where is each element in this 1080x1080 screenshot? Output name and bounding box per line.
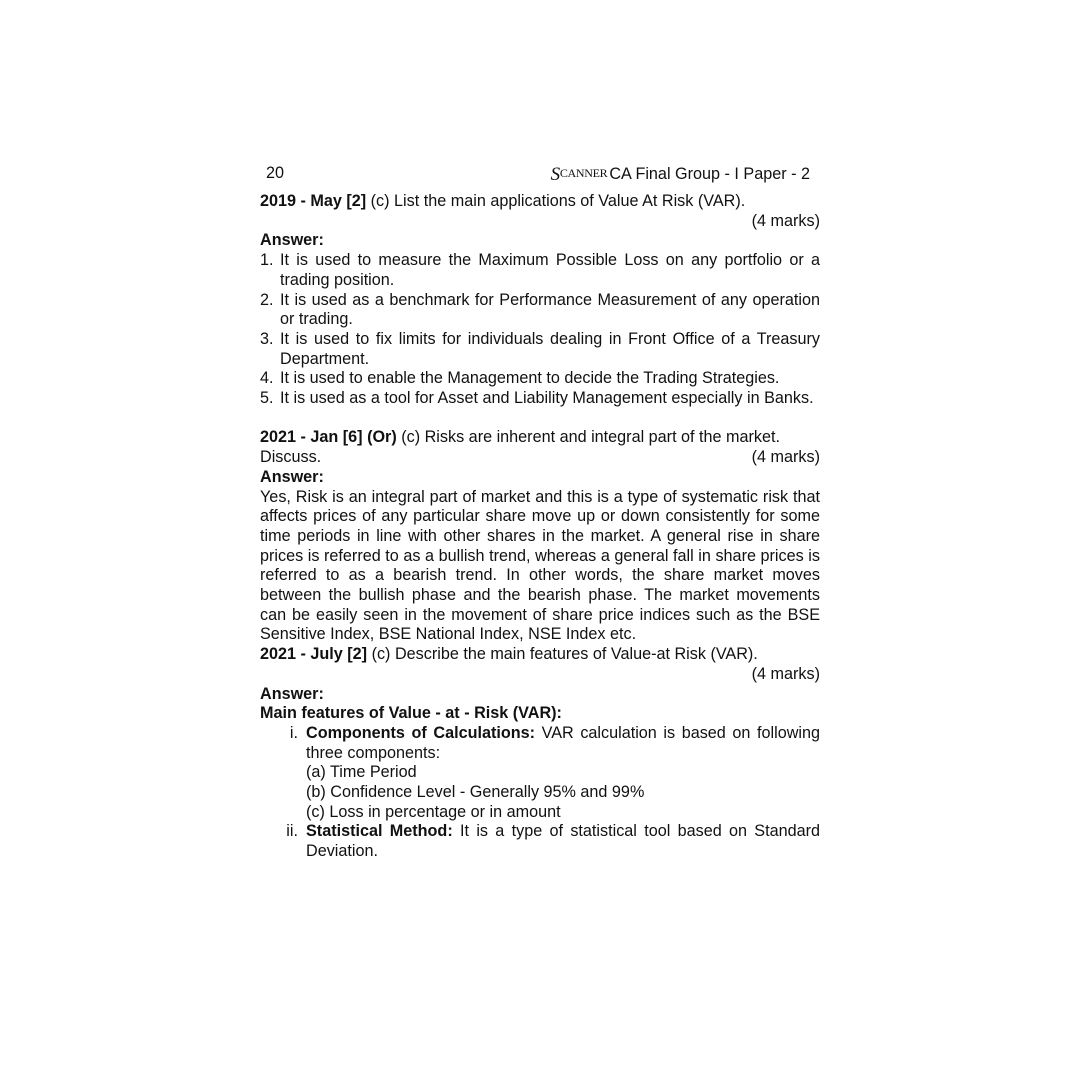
list-item-text: It is used as a tool for Asset and Liability Management especially in Banks.	[280, 389, 814, 408]
feature-text: VAR calculation is based on following three components:	[306, 723, 820, 762]
list-item-number: 2.	[260, 290, 274, 309]
answer-label: Answer:	[260, 467, 324, 486]
feature-sub-item: (b) Confidence Level - Generally 95% and 99%	[306, 783, 645, 802]
feature-title: Components of Calculations:	[306, 723, 536, 742]
question-ref: 2021 - Jan [6] (Or)	[260, 428, 397, 447]
features-list	[260, 724, 820, 862]
list-item-text: It is used to measure the Maximum Possible Loss on any portfolio or a trading position.	[280, 251, 820, 289]
document-page	[260, 160, 820, 862]
section-spacer	[260, 409, 820, 429]
question-marks: (4 marks)	[751, 448, 820, 467]
list-item	[260, 822, 820, 861]
running-head-title: CA Final Group - I Paper - 2	[609, 165, 810, 183]
question-2021-july	[260, 645, 820, 862]
question-body: (c) Risks are inherent and integral part of the market.	[396, 428, 781, 447]
list-item-number: 5.	[260, 389, 274, 408]
question-marks: (4 marks)	[751, 211, 820, 230]
question-marks: (4 marks)	[751, 664, 820, 683]
question-2019-may	[260, 192, 820, 409]
list-item	[260, 291, 820, 330]
list-item	[260, 389, 820, 409]
feature-sub-item: (a) Time Period	[306, 763, 417, 782]
question-body-continued: Discuss.	[260, 448, 322, 467]
feature-sub-item: (c) Loss in percentage or in amount	[306, 802, 561, 821]
question-text	[260, 645, 820, 665]
list-item	[260, 724, 820, 823]
list-item-number: 4.	[260, 369, 274, 388]
feature-title: Statistical Method:	[306, 822, 453, 841]
question-body: (c) List the main applications of Value At Risk (VAR).	[366, 192, 746, 210]
list-item	[260, 330, 820, 369]
scanner-logo: SCANNER	[550, 164, 608, 185]
list-item-number: i.	[289, 723, 298, 742]
question-ref: 2019 - May [2]	[260, 192, 367, 210]
question-continuation-row	[260, 448, 820, 468]
list-item-number: 3.	[260, 329, 274, 348]
running-head	[551, 164, 810, 185]
page-number: 20	[266, 164, 285, 182]
question-body: (c) Describe the main features of Value-at Risk (VAR).	[367, 645, 758, 664]
answer-label: Answer:	[260, 684, 324, 703]
applications-list	[260, 251, 820, 409]
question-text	[260, 192, 820, 212]
question-ref: 2021 - July [2]	[260, 645, 368, 664]
page-header	[260, 160, 820, 192]
question-text	[260, 428, 820, 448]
list-item	[260, 251, 820, 290]
list-item	[260, 369, 820, 389]
answer-label: Answer:	[260, 231, 324, 250]
list-item-text: It is used as a benchmark for Performance Measurement of any operation or trading.	[280, 290, 820, 329]
feature-text: It is a type of statistical tool based on Standard Deviation.	[306, 822, 821, 861]
list-item-text: It is used to enable the Management to decide the Trading Strategies.	[280, 369, 780, 388]
list-item-number: ii.	[286, 822, 298, 841]
question-2021-jan	[260, 428, 820, 645]
list-item-number: 1.	[260, 251, 274, 270]
answer-paragraph: Yes, Risk is an integral part of market and this is a type of systematic risk that affects prices of any particular share move up or down consistently for some time periods in line with other shares in the market. A general rise in share prices is referred to as a bullish trend, whereas a general fall in share prices is referred to as a bearish trend. In other words, the share market moves between the bullish phase and the bearish phase. The market movements can be easily seen in the movement of share price indices such as the BSE Sensitive Index, BSE National Index, NSE Index etc.	[260, 487, 820, 644]
list-item-text: It is used to fix limits for individuals dealing in Front Office of a Treasury Department.	[280, 329, 820, 368]
features-heading: Main features of Value - at - Risk (VAR):	[260, 704, 562, 723]
